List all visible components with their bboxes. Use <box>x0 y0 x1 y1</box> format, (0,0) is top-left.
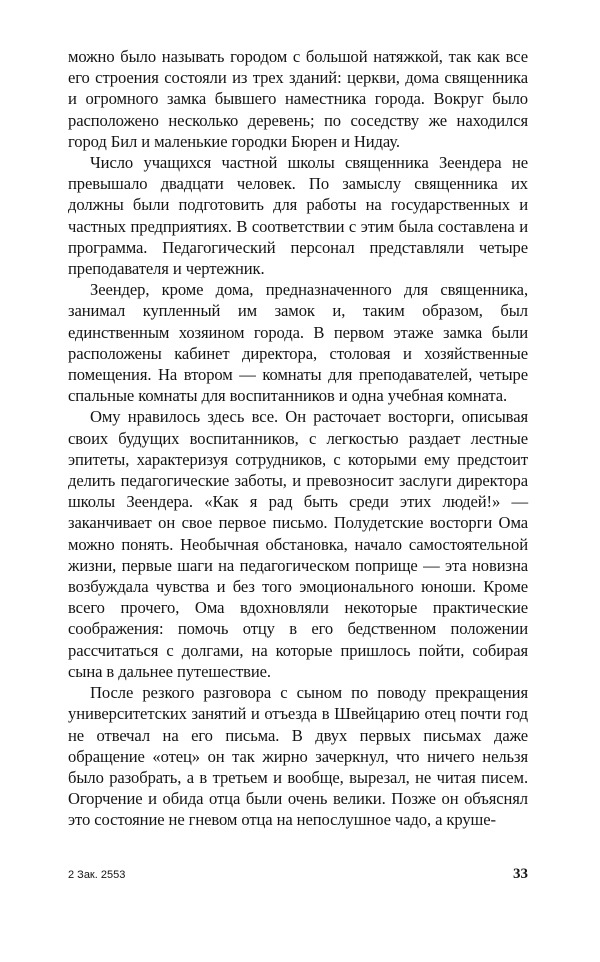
print-signature: 2 Зак. 2553 <box>68 869 126 881</box>
paragraph: После резкого разговора с сыном по поводу прекращения университетских занятий и отъезда в Швейцарию отец почти год не отвечал на его письма. В двух первых письмах даже обращение «отец» он так жирно зачеркнул, что ничего нельзя было разобрать, а в третьем и вообще, вырезал, не читая писем. Огорчение и обида отца были очень велики. Позже он объяснял это состояние не гневом отца на непослушное чадо, а круше- <box>68 683 528 830</box>
paragraph: Зеендер, кроме дома, предназначенного для священника, занимал купленный им замок и, таким образом, был единственным хозяином города. В первом этаже замка были расположены кабинет директора, столовая и хозяйственные помещения. На втором — комнаты для преподавателей, четыре спальные комнаты для воспитанников и одна учебная комната. <box>68 280 528 406</box>
page-footer <box>68 866 528 883</box>
paragraph-continuation: можно было называть городом с большой натяжкой, так как все его строения состояли из трех зданий: церкви, дома священника и огромного замка бывшего наместника города. Вокруг было расположено несколько деревень; по соседству же находился город Бил и маленькие городки Бюрен и Нидау. <box>68 47 528 151</box>
paragraph: Число учащихся частной школы священника Зеендера не превышало двадцати человек. По замыслу священника их должны были подготовить для работы на государственных и частных предприятиях. В соответствии с этим была составлена и программа. Педагогический персонал представляли четыре преподавателя и чертежник. <box>68 153 528 279</box>
page-number: 33 <box>513 866 528 882</box>
body-text <box>68 46 528 831</box>
paragraph: Ому нравилось здесь все. Он расточает восторги, описывая своих будущих воспитанников, с легкостью раздает лестные эпитеты, характеризуя сотрудников, с которыми ему предстоит делить педагогические заботы, и превозносит заслуги директора школы Зеендера. «Как я рад быть среди этих людей!» — заканчивает он свое первое письмо. Полудетские восторги Ома можно понять. Необычная обстановка, начало самостоятельной жизни, первые шаги на педагогическом поприще — эта новизна возбуждала чувства и без того эмоционального юноши. Кроме всего прочего, Ома вдохновляли некоторые практические соображения: помочь отцу в его бедственном положении рассчитаться с долгами, на которые пришлось пойти, собирая сына в дальнее путешествие. <box>68 407 528 681</box>
